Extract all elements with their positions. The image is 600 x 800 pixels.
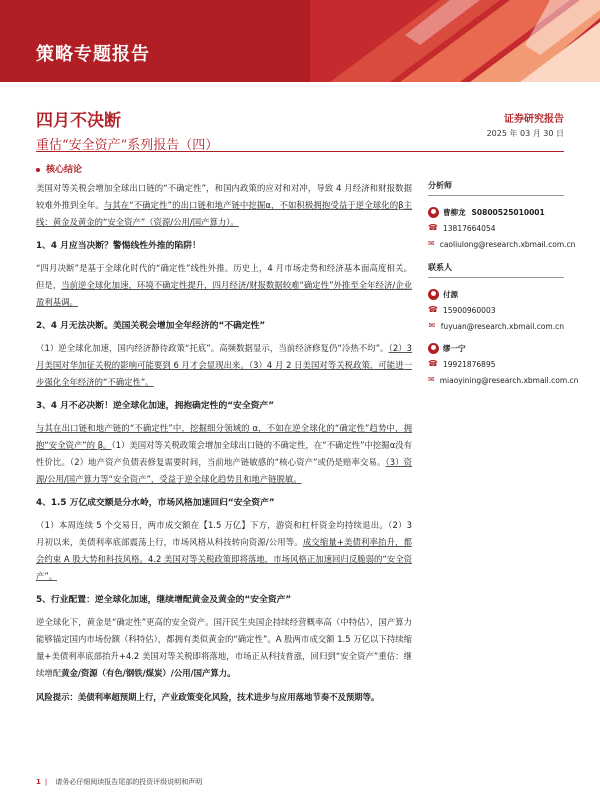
title-divider	[36, 151, 564, 152]
intro-text-b: 与其在“不确定性”的出口链和地产链中挖掘α，不如积极拥抱受益于逆全球化的β主线：黄金及黄金的“安全资产”（资源/公用/国产算力）。	[36, 200, 413, 227]
analyst-email-row[interactable]	[428, 236, 576, 252]
section-2-paragraph	[36, 340, 412, 391]
banner-decoration	[270, 0, 600, 82]
person-icon	[428, 289, 439, 300]
footer-disclaimer: 请务必仔细阅读报告尾部的投资评级说明和声明	[55, 778, 203, 786]
s5-text-b: 黄金/资源（有色/钢铁/煤炭）/公用/国产算力。	[61, 668, 236, 678]
s5-text-a: 逆全球化下，黄金是“确定性”更高的安全资产。国汗民生央国企持续经营概率高（中特估），国产算力能够锚定国内市场份额（科特估），都拥有类似黄金的“确定性”。A 股两市成交额 1.5 万亿以下持续缩量+美债利率底部抬升+4.2 美国对等关税即将落地，市场正从科技普涨，回归到“安全资产”重估：继续增配	[36, 617, 412, 678]
person-icon	[428, 207, 439, 218]
phone-icon: ☎	[428, 305, 438, 314]
core-label-text: 核心结论	[46, 165, 83, 175]
bullet-icon	[36, 168, 40, 172]
intro-text-a: 美国对等关税会增加全球出口链的“不确定性”，和国内政策的应对和对冲，导致 4 月经济和财报数据较难外推到全年。	[36, 183, 412, 210]
section-4-paragraph	[36, 517, 412, 585]
s3-text-c: （3）资源/公用/国产算力等“安全资产”，受益于逆全球化趋势且和地产链脱敏。	[36, 457, 413, 484]
sidebar	[428, 180, 579, 394]
report-date: 2025 年 03 月 30 日	[486, 129, 564, 138]
person-icon	[428, 343, 439, 354]
page-footer	[36, 777, 202, 787]
s3-text-a: 与其在出口链和地产链的“不确定性”中，挖掘细分领域的 α，不如在逆全球化的“确定性”趋势中，拥抱“安全资产”的 β。	[36, 423, 412, 450]
contact-email-row[interactable]	[428, 372, 579, 388]
page-number: 1	[36, 778, 41, 786]
contact-name-row	[428, 340, 564, 356]
intro-paragraph	[36, 180, 412, 231]
report-category: 策略专题报告	[36, 44, 150, 65]
contact-phone-row	[428, 356, 564, 372]
contacts-heading: 联系人	[428, 262, 564, 278]
s3-text-b: （1）美国对等关税政策会增加全球出口链的不确定性，在“不确定性”中挖掘α没有性价比。（2）地产资产负债表修复需要时间，当前地产链敏感的“核心资产”或仍是赔率交易。	[36, 440, 412, 467]
page-title: 四月不决断	[36, 111, 121, 131]
contact-name: 付源	[443, 289, 458, 299]
analyst-cert: S0800525010001	[471, 207, 545, 217]
analyst-heading: 分析师	[428, 180, 564, 196]
contact-card	[428, 286, 564, 334]
analyst-name-row	[428, 204, 564, 220]
footer-separator: |	[44, 778, 48, 786]
section-5-paragraph	[36, 614, 412, 682]
s1-text-b: 当前逆全球化加速，环境不确定性提升，四月经济/财报数据较难“确定性”外推至全年经济/企业盈利基调。	[36, 280, 412, 307]
contact-name-row	[428, 286, 564, 302]
contact-email-row[interactable]	[428, 318, 564, 334]
contact-phone-row	[428, 302, 564, 318]
section-3-paragraph	[36, 420, 412, 488]
email-icon: ✉	[428, 375, 435, 384]
analyst-phone-row	[428, 220, 564, 236]
section-3-heading: 3、4 月不必决断！逆全球化加速，拥抱确定性的“安全资产”	[36, 401, 274, 411]
analyst-card	[428, 204, 576, 252]
s4-text-b: 成交缩量+美债利率抬升，都会约束 A 股大势和科技风格。4.2 美国对等关税政策即将落地，市场风格正加速回归反脆弱的“安全资产”。	[36, 537, 412, 581]
email-icon: ✉	[428, 321, 436, 330]
contact-name: 缪一宁	[443, 343, 466, 353]
contact-phone: 15900960003	[443, 305, 496, 315]
section-5-heading: 5、行业配置：逆全球化加速，继续增配黄金及黄金的“安全资产”	[36, 595, 292, 605]
contact-email[interactable]: fuyuan@research.xbmail.com.cn	[440, 321, 564, 331]
analyst-email[interactable]: caoliulong@research.xbmail.com.cn	[439, 239, 576, 249]
contact-phone: 19921876895	[443, 359, 496, 369]
risk-warning: 风险提示：美债利率超预期上行，产业政策变化风险，技术进步与应用落地节奏不及预期等。	[36, 692, 380, 702]
analyst-name: 曹柳龙	[443, 207, 466, 217]
contact-card	[428, 340, 579, 388]
phone-icon: ☎	[428, 359, 438, 368]
main-content	[36, 180, 412, 713]
report-type: 证券研究报告	[504, 114, 564, 125]
header-banner	[0, 0, 600, 82]
section-2-heading: 2、4 月无法决断。美国关税会增加全年经济的“不确定性”	[36, 321, 266, 331]
email-icon: ✉	[428, 239, 435, 248]
s2-text-b: （2）3 月美国对华加征关税的影响可能要到 6 月才会显现出来。（3）4 月 2 日美国对等关税政策，可能进一步强化全年经济的“不确定性”。	[36, 343, 412, 387]
section-1-paragraph	[36, 260, 412, 311]
section-1-heading: 1、4 月应当决断？警惕线性外推的陷阱！	[36, 241, 201, 251]
s2-text-a: （1）逆全球化加速，国内经济静待政策“托底”。高频数据显示，当前经济修复仍“冷热不均”。	[36, 343, 389, 353]
core-conclusion-label	[36, 162, 82, 175]
page-subtitle: 重估“安全资产”系列报告（四）	[36, 138, 219, 153]
s1-text-a: “四月决断”是基于全球化时代的“确定性”线性外推。历史上，4 月市场走势和经济基本面高度相关。但是，	[36, 263, 412, 290]
s4-text-a: （1）本周连续 5 个交易日，两市成交额在【1.5 万亿】下方，游资和杠杆资金均持续退出。（2）3 月初以来，美债利率底部震荡上行，市场风格从科技转向资源/公用等。	[36, 520, 412, 547]
phone-icon: ☎	[428, 223, 438, 232]
contact-email[interactable]: miaoyining@research.xbmail.com.cn	[439, 375, 579, 385]
section-4-heading: 4、1.5 万亿成交额是分水岭，市场风格加速回归“安全资产”	[36, 498, 275, 508]
analyst-phone: 13817664054	[443, 223, 496, 233]
